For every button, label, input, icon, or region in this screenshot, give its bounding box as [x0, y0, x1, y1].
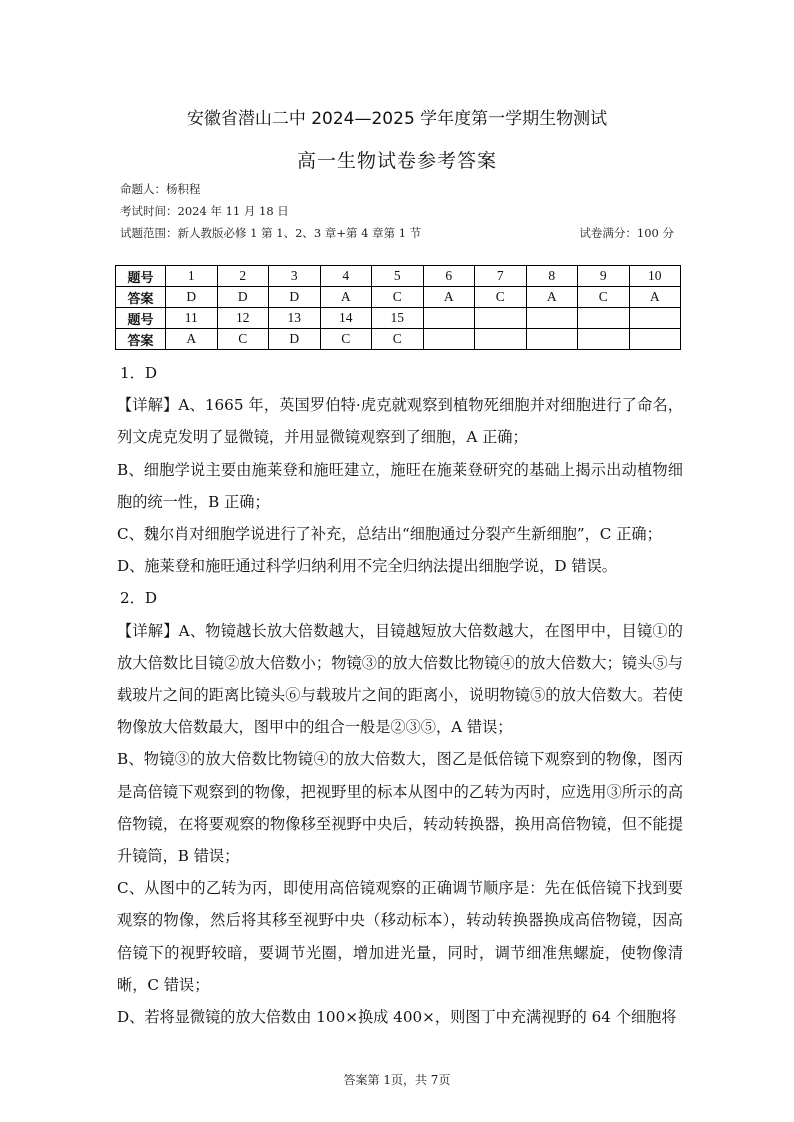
number-cell: 13 [269, 308, 321, 329]
answer-cell: C [217, 329, 269, 350]
full-score-line: 试卷满分：100 分 [579, 226, 674, 240]
number-cell: 6 [423, 266, 475, 287]
question-1-detail-b: B、细胞学说主要由施莱登和施旺建立，施旺在施莱登研究的基础上揭示出动植物细胞的统一性，B 正确； [117, 460, 683, 511]
table-row-answers-1 [116, 287, 681, 308]
number-cell: 7 [475, 266, 527, 287]
question-2-detail-d: D、若将显微镜的放大倍数由 100×换成 400×，则图丁中充满视野的 64 个细胞将 [117, 1008, 677, 1027]
answer-cell: C [320, 329, 372, 350]
question-2-detail-b: B、物镜③的放大倍数比物镜④的放大倍数大，图乙是低倍镜下观察到的物像，图丙是高倍镜下观察到的物像，把视野里的标本从图中的乙转为丙时，应选用③所示的高倍物镜，在将要观察的物像移至视野中央后，转动转换器，换用高倍物镜，但不能提升镜筒，B 错误； [117, 750, 683, 866]
answer-cell: D [269, 287, 321, 308]
number-cell: 1 [166, 266, 218, 287]
question-1-detail-a: 【详解】A、1665 年，英国罗伯特·虎克就观察到植物死细胞并对细胞进行了命名，列文虎克发明了显微镜，并用显微镜观察到了细胞，A 正确； [117, 396, 683, 447]
empty-cell [423, 308, 475, 329]
number-cell: 12 [217, 308, 269, 329]
table-row-answers-2 [116, 329, 681, 350]
empty-cell [578, 329, 630, 350]
number-cell: 10 [629, 266, 681, 287]
answer-cell: A [526, 287, 578, 308]
answer-cell: C [372, 329, 424, 350]
number-cell: 14 [320, 308, 372, 329]
answer-cell: C [372, 287, 424, 308]
exam-date-line: 考试时间：2024 年 11 月 18 日 [120, 204, 289, 218]
answer-cell: A [166, 329, 218, 350]
number-cell: 4 [320, 266, 372, 287]
empty-cell [475, 308, 527, 329]
question-1-detail-d: D、施莱登和施旺通过科学归纳利用不完全归纳法提出细胞学说，D 错误。 [117, 557, 617, 576]
number-cell: 5 [372, 266, 424, 287]
author-line: 命题人：杨积程 [120, 182, 201, 196]
number-cell: 9 [578, 266, 630, 287]
header-cell-number: 题号 [116, 266, 166, 287]
header-cell-answer: 答案 [116, 287, 166, 308]
question-2-heading: 2．D [120, 589, 158, 608]
empty-cell [475, 329, 527, 350]
page-footer: 答案第 1页，共 7页 [343, 1073, 451, 1087]
answer-cell: A [320, 287, 372, 308]
empty-cell [423, 329, 475, 350]
answer-cell: C [475, 287, 527, 308]
number-cell: 3 [269, 266, 321, 287]
answer-table [115, 265, 681, 350]
question-1-heading: 1．D [120, 364, 158, 382]
question-1-detail-c: C、魏尔肖对细胞学说进行了补充，总结出“细胞通过分裂产生新细胞”，C 正确； [117, 525, 662, 544]
header-cell-number: 题号 [116, 308, 166, 329]
question-2-detail-c: C、从图中的乙转为丙，即使用高倍镜观察的正确调节顺序是：先在低倍镜下找到要观察的物像，然后将其移至视野中央（移动标本），转动转换器换成高倍物镜，因高倍镜下的视野较暗，要调节光圈，增加进光量，同时，调节细准焦螺旋，使物像清晰，C 错误； [117, 879, 683, 994]
answer-cell: D [166, 287, 218, 308]
empty-cell [526, 329, 578, 350]
explanation-body [117, 357, 683, 1033]
answer-cell: C [578, 287, 630, 308]
school-title: 安徽省潜山二中 2024—2025 学年度第一学期生物测试 [186, 109, 608, 129]
header-cell-answer: 答案 [116, 329, 166, 350]
empty-cell [629, 308, 681, 329]
number-cell: 11 [166, 308, 218, 329]
number-cell: 2 [217, 266, 269, 287]
table-row-numbers-1 [116, 266, 681, 287]
empty-cell [578, 308, 630, 329]
scope-line: 试题范围：新人教版必修 1 第 1、2、3 章+第 4 章第 1 节 [120, 226, 422, 240]
question-2-detail-a: 【详解】A、物镜越长放大倍数越大，目镜越短放大倍数越大，在图甲中，目镜①的放大倍数比目镜②放大倍数小；物镜③的放大倍数比物镜④的放大倍数大；镜头⑤与载玻片之间的距离比镜头⑥与载玻片之间的距离小，说明物镜⑤的放大倍数大。若使物像放大倍数最大，图甲中的组合一般是②③⑤，A 错误； [117, 621, 683, 737]
number-cell: 8 [526, 266, 578, 287]
answer-cell: D [217, 287, 269, 308]
empty-cell [629, 329, 681, 350]
answer-cell: A [423, 287, 475, 308]
number-cell: 15 [372, 308, 424, 329]
answer-cell: A [629, 287, 681, 308]
empty-cell [526, 308, 578, 329]
table-row-numbers-2 [116, 308, 681, 329]
paper-title: 高一生物试卷参考答案 [296, 150, 497, 172]
answer-cell: D [269, 329, 321, 350]
